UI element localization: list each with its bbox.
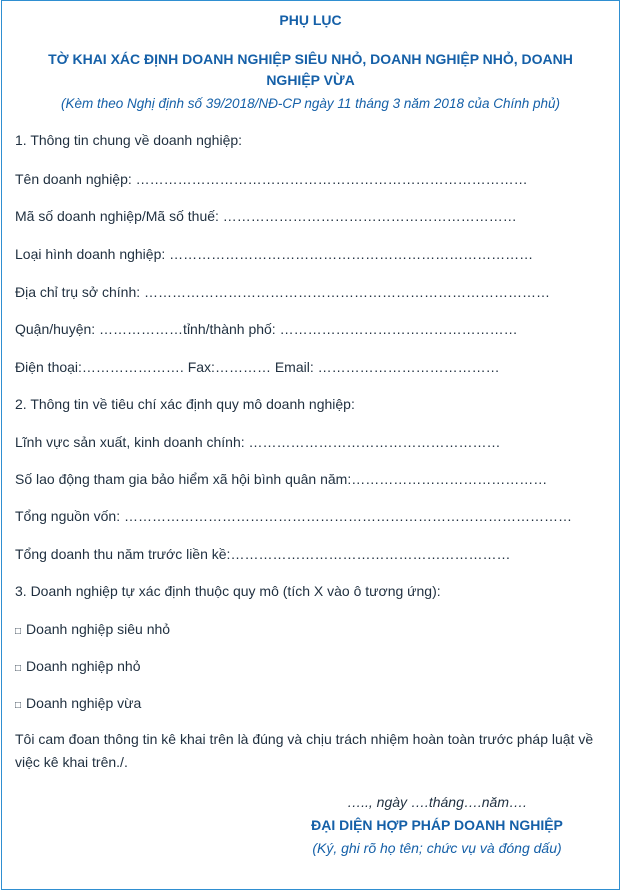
checkbox-icon[interactable]: □: [15, 700, 22, 711]
section1-heading: 1. Thông tin chung về doanh nghiệp:: [15, 132, 243, 148]
tax-code-field: Mã số doanh nghiệp/Mã số thuế: ………………………………………………………: [15, 208, 517, 224]
checkbox-icon[interactable]: □: [15, 663, 22, 674]
revenue-field: Tổng doanh thu năm trước liền kề:……………………………………………………: [15, 546, 511, 562]
business-type-field: Loại hình doanh nghiệp: ……………………………………………………………………: [15, 246, 534, 262]
section3-heading: 3. Doanh nghiệp tự xác định thuộc quy mô (tích X vào ô tương ứng):: [15, 583, 441, 599]
signature-note: (Ký, ghi rõ họ tên; chức vụ và đóng dấu): [312, 840, 562, 856]
signature-title: ĐẠI DIỆN HỢP PHÁP DOANH NGHIỆP: [311, 817, 563, 833]
section2-heading: 2. Thông tin về tiêu chí xác định quy mô doanh nghiệp:: [15, 396, 355, 412]
option-small-label: Doanh nghiệp nhỏ: [26, 658, 141, 674]
district-province-field: Quận/huyện: ………………tỉnh/thành phố: ……………………………………………: [15, 321, 518, 337]
declaration-form: [1, 0, 620, 890]
signature-date: ….., ngày ….tháng….năm….: [347, 794, 527, 810]
option-small[interactable]: [15, 658, 140, 674]
option-medium[interactable]: [15, 695, 141, 711]
option-micro[interactable]: [15, 621, 170, 637]
option-medium-label: Doanh nghiệp vừa: [26, 695, 142, 711]
form-title: TỜ KHAI XÁC ĐỊNH DOANH NGHIỆP SIÊU NHỎ, DOANH NGHIỆP NHỎ, DOANH NGHIỆP VỪA: [48, 51, 573, 88]
employees-field: Số lao động tham gia bảo hiểm xã hội bình quân năm:……………………………………: [15, 471, 548, 487]
company-name-field: Tên doanh nghiệp: …………………………………………………………………………: [15, 171, 528, 187]
checkbox-icon[interactable]: □: [15, 626, 22, 637]
address-field: Địa chỉ trụ sở chính: ……………………………………………………………………………: [15, 284, 551, 300]
capital-field: Tổng nguồn vốn: ……………………………………………………………………………………: [15, 508, 572, 524]
appendix-heading: PHỤ LỤC: [279, 12, 342, 28]
industry-field: Lĩnh vực sản xuất, kinh doanh chính: ………………………………………………: [15, 434, 501, 450]
declaration-text: Tôi cam đoan thông tin kê khai trên là đúng và chịu trách nhiệm hoàn toàn trước pháp luật về việc kê khai trên./.: [15, 731, 594, 770]
contact-field: Điện thoại:…………………. Fax:………… Email: …………………………………: [15, 359, 500, 375]
form-subtitle: (Kèm theo Nghị định số 39/2018/NĐ-CP ngày 11 tháng 3 năm 2018 của Chính phủ): [60, 96, 561, 111]
option-micro-label: Doanh nghiệp siêu nhỏ: [26, 621, 171, 637]
